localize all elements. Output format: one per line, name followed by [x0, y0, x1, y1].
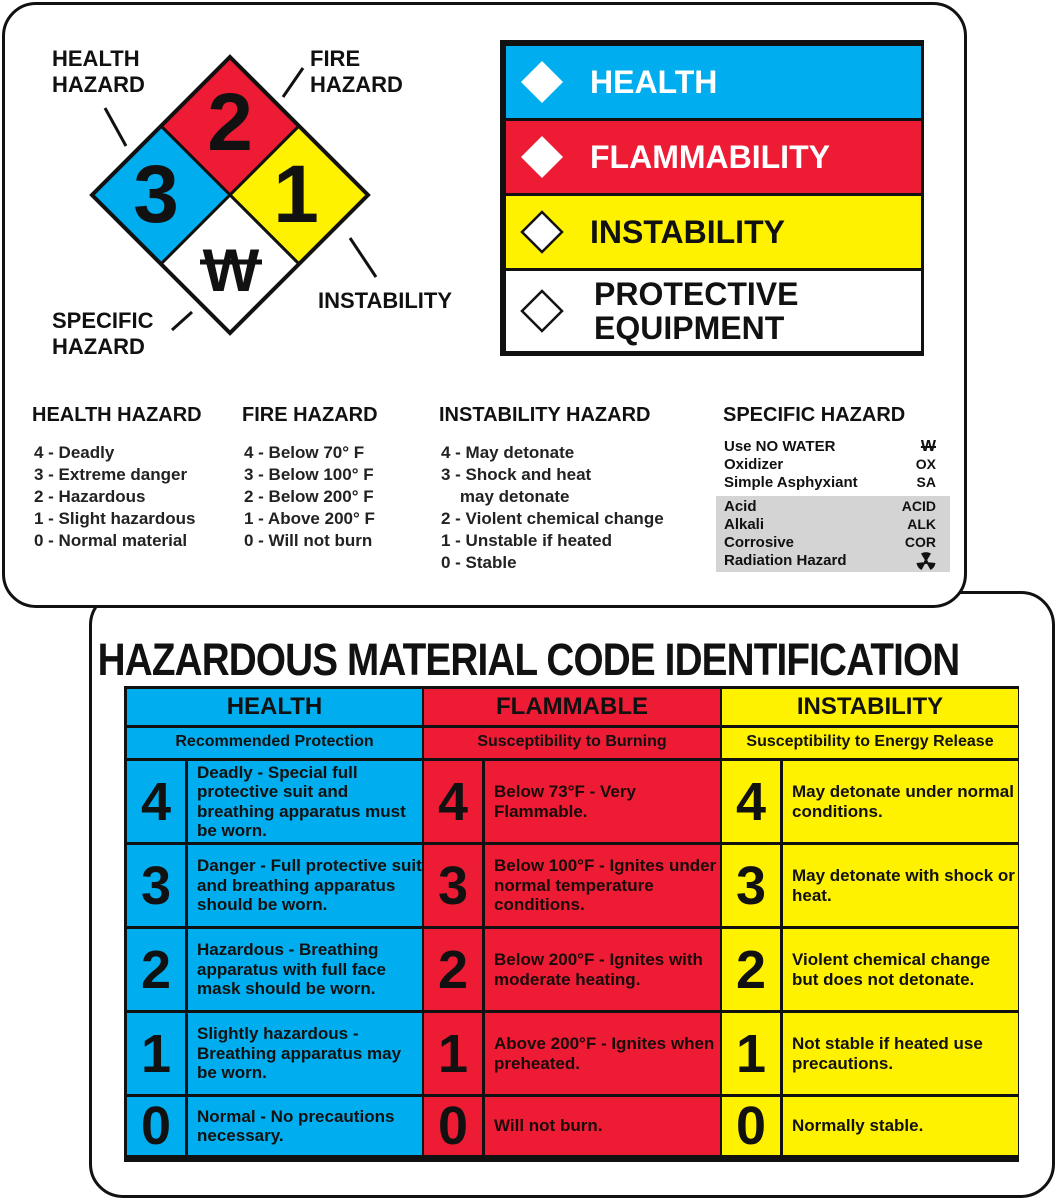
specific-hazard-code: ALK — [907, 516, 936, 532]
health-level-number: 1 — [127, 1013, 185, 1094]
health-level-description: Deadly - Special full protective suit and breathing apparatus must be worn. — [188, 761, 422, 842]
specific-hazard-label: Alkali — [724, 516, 765, 533]
legend-flammability-label: FLAMMABILITY — [590, 139, 830, 175]
instability-level-description: May detonate under normal conditions. — [783, 761, 1018, 842]
fire-hazard-label: FIRE HAZARD — [310, 46, 403, 97]
outline-diamond-icon — [520, 289, 564, 333]
specific-hazard-label: Use NO WATER — [724, 438, 836, 455]
color-legend — [500, 40, 924, 356]
health-level-description: Hazardous - Breathing apparatus with full face mask should be worn. — [188, 929, 422, 1010]
fire-hazard-heading: FIRE HAZARD — [242, 404, 378, 426]
health-level-number: 4 — [127, 761, 185, 842]
diamond-fire-value: 2 — [207, 77, 253, 168]
header-flammable: FLAMMABLE — [424, 689, 720, 725]
health-item: 2 - Hazardous — [34, 487, 146, 506]
no-water-code: W — [920, 438, 936, 455]
filled-diamond-icon — [520, 135, 564, 179]
health-level-description: Normal - No precautions necessary. — [188, 1097, 422, 1155]
legend-instability — [506, 196, 921, 268]
flammable-level-description: Below 73°F - Very Flammable. — [485, 761, 720, 842]
specific-hazard-label: SPECIFIC HAZARD — [52, 308, 154, 359]
flammable-level-number: 4 — [424, 761, 482, 842]
specific-hazard-row — [716, 534, 950, 552]
fire-item: 3 - Below 100° F — [244, 465, 374, 484]
instability-item: 3 - Shock and heat — [441, 465, 592, 484]
specific-hazard-code: COR — [904, 534, 936, 550]
subheader-instability: Susceptibility to Energy Release — [722, 728, 1018, 758]
instability-level-number: 4 — [722, 761, 780, 842]
health-level-number: 2 — [127, 929, 185, 1010]
instability-level-number: 1 — [722, 1013, 780, 1094]
health-item: 3 - Extreme danger — [34, 465, 188, 484]
health-item: 1 - Slight hazardous — [34, 509, 196, 528]
health-item: 4 - Deadly — [34, 443, 115, 462]
health-level-number: 0 — [127, 1097, 185, 1155]
instability-item: 0 - Stable — [441, 553, 517, 572]
diamond-health-value: 3 — [133, 149, 179, 240]
flammable-level-number: 1 — [424, 1013, 482, 1094]
instability-item: 1 - Unstable if heated — [441, 531, 612, 550]
flammable-level-description: Below 200°F - Ignites with moderate heating. — [485, 929, 720, 1010]
hazardous-material-title: HAZARDOUS MATERIAL CODE IDENTIFICATION — [97, 634, 960, 685]
fire-hazard-list — [244, 442, 375, 552]
specific-hazard-heading: SPECIFIC HAZARD — [723, 404, 906, 426]
health-hazard-label: HEALTH HAZARD — [52, 46, 145, 97]
legend-health-label: HEALTH — [590, 64, 718, 100]
instability-level-number: 0 — [722, 1097, 780, 1155]
flammable-level-number: 3 — [424, 845, 482, 926]
specific-hazard-label: Radiation Hazard — [724, 552, 847, 569]
instability-item: may detonate — [441, 487, 570, 506]
flammable-level-number: 2 — [424, 929, 482, 1010]
specific-hazard-label: Simple Asphyxiant — [724, 474, 858, 491]
flammable-level-number: 0 — [424, 1097, 482, 1155]
diamond-specific-value: W — [202, 237, 260, 304]
specific-hazard-label: Acid — [724, 498, 757, 515]
fire-item: 1 - Above 200° F — [244, 509, 375, 528]
specific-hazard-table — [716, 438, 950, 572]
subheader-flammable: Susceptibility to Burning — [424, 728, 720, 758]
instability-hazard-heading: INSTABILITY HAZARD — [439, 404, 651, 426]
instability-level-description: May detonate with shock or heat. — [783, 845, 1018, 926]
flammable-level-description: Above 200°F - Ignites when preheated. — [485, 1013, 720, 1094]
health-level-description: Slightly hazardous - Breathing apparatus may be worn. — [188, 1013, 422, 1094]
specific-hazard-code: ACID — [901, 498, 936, 514]
filled-diamond-icon — [520, 60, 564, 104]
legend-protective-equipment — [506, 271, 921, 351]
specific-hazard-code: SA — [916, 474, 936, 490]
legend-flammability — [506, 121, 921, 193]
fire-item: 4 - Below 70° F — [244, 443, 365, 462]
fire-item: 0 - Will not burn — [244, 531, 373, 550]
legend-instability-label: INSTABILITY — [590, 214, 785, 250]
health-level-number: 3 — [127, 845, 185, 926]
health-level-description: Danger - Full protective suit and breathing apparatus should be worn. — [188, 845, 422, 926]
instability-item: 4 - May detonate — [441, 443, 575, 462]
legend-health — [506, 46, 921, 118]
instability-level-description: Normally stable. — [783, 1097, 1018, 1155]
instability-level-description: Violent chemical change but does not detonate. — [783, 929, 1018, 1010]
instability-label: INSTABILITY — [318, 288, 453, 313]
header-health: HEALTH — [127, 689, 422, 725]
instability-level-number: 2 — [722, 929, 780, 1010]
specific-hazard-row — [716, 552, 950, 570]
health-item: 0 - Normal material — [34, 531, 188, 550]
health-hazard-heading: HEALTH HAZARD — [32, 404, 202, 426]
health-hazard-list — [34, 442, 196, 552]
instability-level-description: Not stable if heated use precautions. — [783, 1013, 1018, 1094]
hazard-code-table — [124, 686, 1019, 1162]
specific-hazard-row — [716, 456, 950, 474]
subheader-health: Recommended Protection — [127, 728, 422, 758]
flammable-level-description: Below 100°F - Ignites under normal temperature conditions. — [485, 845, 720, 926]
legend-protective-equipment-label: PROTECTIVE EQUIPMENT — [594, 276, 799, 346]
specific-hazard-row — [716, 438, 950, 456]
specific-hazard-code: OX — [915, 456, 936, 472]
fire-item: 2 - Below 200° F — [244, 487, 374, 506]
specific-hazard-row — [716, 498, 950, 516]
outline-diamond-icon — [520, 210, 564, 254]
diamond-instability-value: 1 — [273, 149, 319, 240]
radiation-icon — [916, 552, 936, 573]
instability-level-number: 3 — [722, 845, 780, 926]
instability-hazard-list — [441, 442, 664, 574]
specific-hazard-row — [716, 516, 950, 534]
instability-item: 2 - Violent chemical change — [441, 509, 664, 528]
specific-hazard-row — [716, 474, 950, 492]
header-instability: INSTABILITY — [722, 689, 1018, 725]
flammable-level-description: Will not burn. — [485, 1097, 720, 1155]
specific-hazard-label: Corrosive — [724, 534, 795, 551]
specific-hazard-label: Oxidizer — [724, 456, 784, 473]
